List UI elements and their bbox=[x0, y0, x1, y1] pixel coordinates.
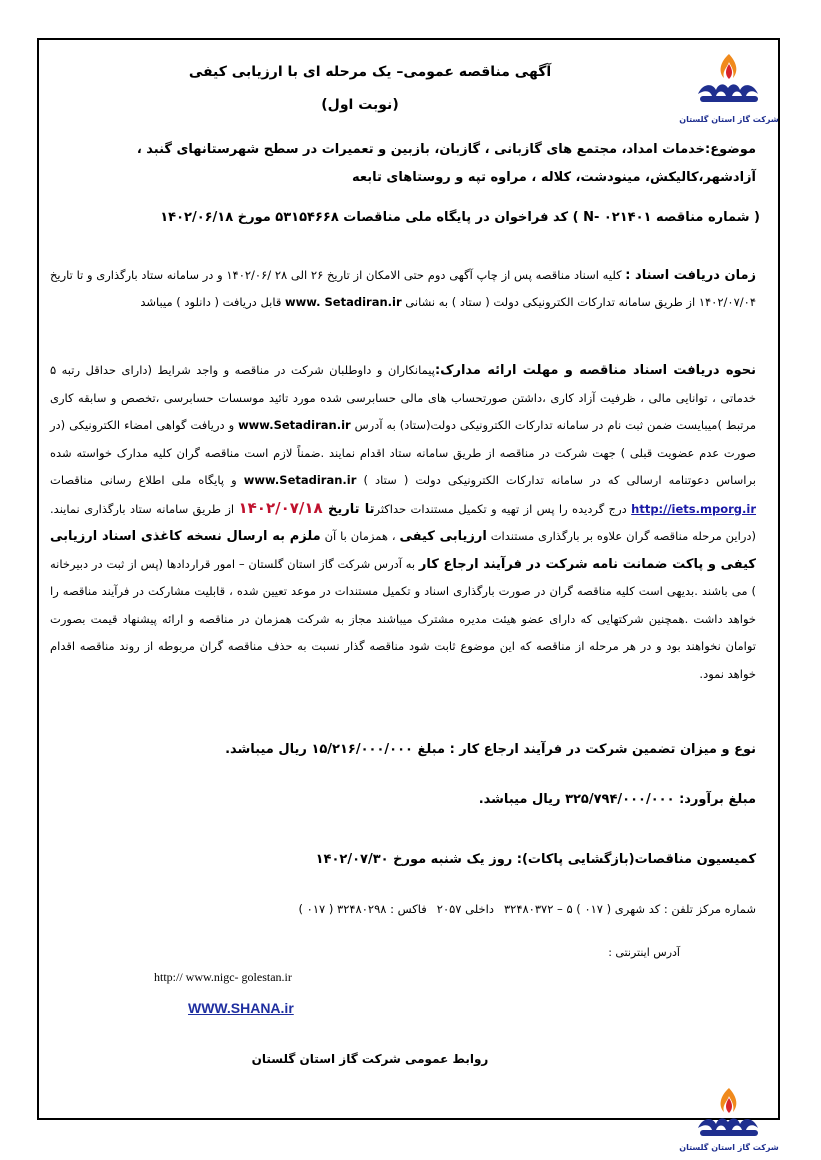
phone-center: شماره مرکز تلفن : کد شهری ( ۰۱۷ ) ۵ – ۳۲۴۸۰۳۷۲ bbox=[503, 902, 756, 916]
receive-time-text-1: کلیه اسناد مناقصه پس از چاپ آگهی دوم حتی الامکان از تاریخ ۲۶ الی ۲۸ /۱۴۰۲/۰۶ و در سامانه ستاد بارگذاری و تا تاریخ ۱۴۰۲/۰۷/۰۴ از طریق سامانه تدارکات الکترونیکی دولت ( ستاد ) به نشانی bbox=[50, 268, 756, 309]
estimate-line bbox=[50, 792, 756, 807]
howto-text-1: پیمانکاران و داوطلبان شرکت در مناقصه و واجد شرایط (دارای حداقل رتبه ۵ خدماتی ، توانایی مالی ، ظرفیت آزاد کاری ،داشتن صورتحساب های مالی حسابرسی شده مورد تائید موسسات حسابرسی ،تخصص و سابقه کاری مرتبط )میبایست ضمن ثبت نام در سامانه تدارکات الکترونیکی دولت(ستاد) به آدرس bbox=[50, 363, 756, 432]
estimate-label: مبلغ برآورد: bbox=[679, 792, 756, 807]
howto-text-2: و دریافت گواهی امضاء الکترونیکی (در صورت عدم عضویت قبلی ) جهت شرکت در مناقصه از طریق سامانه ستاد اقدام نمایند .ضمناً لازم است مناقصه گران کلیه مدارک خواسته شده براساس دعوتنامه ارسالی که در سامانه تدارکات الکترونیکی دولت ( ستاد ) bbox=[50, 418, 756, 487]
howto-bold-2: ملزم به ارسال نسخه کاغذی اسناد ارزیابی کیفی و پاکت ضمانت نامه شرکت در فرآیند ارجاع کار bbox=[50, 529, 756, 572]
phone-internal: داخلی ۲۰۵۷ bbox=[436, 902, 494, 916]
subject-label: موضوع: bbox=[705, 142, 756, 157]
iets-link[interactable]: http://iets.mporg.ir bbox=[631, 501, 757, 516]
deadline-date: ۱۴۰۲/۰۷/۱۸ bbox=[238, 498, 323, 517]
howto-label: نحوه دریافت اسناد مناقصه و مهلت ارائه مدارک: bbox=[434, 363, 756, 378]
logo-caption-bottom: شرکت گاز استان گلستان bbox=[679, 1143, 779, 1152]
gas-flame-logo-icon bbox=[692, 50, 766, 114]
commission-line: کمیسیون مناقصات(بازگشایی پاکات): روز یک شنبه مورخ ۱۴۰۲/۰۷/۳۰ bbox=[315, 852, 756, 867]
howto-bold-1: ارزیابی کیفی bbox=[399, 529, 487, 544]
guarantee-line: نوع و میزان تضمین شرکت در فرآیند ارجاع کار : مبلغ ۱۵/۲۱۶/۰۰۰/۰۰۰ ریال میباشد. bbox=[225, 742, 756, 757]
page-title: آگهی مناقصه عمومی– یک مرحله ای با ارزیابی کیفی bbox=[188, 64, 552, 80]
company-logo-bottom bbox=[679, 1086, 779, 1152]
public-relations-signature: روابط عمومی شرکت گاز استان گلستان bbox=[251, 1052, 489, 1066]
logo-caption: شرکت گاز استان گلستان bbox=[679, 115, 779, 124]
setadiran-link-1[interactable]: www. Setadiran.ir bbox=[285, 295, 402, 309]
howto-text-5: از طریق سامانه ستاد بارگذاری نمایند.(دراین مرحله مناقصه گران علاوه بر بارگذاری مستندات bbox=[50, 501, 756, 543]
gas-flame-logo-icon bbox=[692, 1086, 766, 1142]
company-logo-top bbox=[679, 50, 779, 124]
setadiran-link-3[interactable]: www.Setadiran.ir bbox=[243, 473, 357, 487]
subject-paragraph bbox=[50, 136, 756, 192]
howto-text-4: درج گردیده را پس از تهیه و تکمیل مستندات حداکثر bbox=[374, 501, 632, 516]
nigc-golestan-link[interactable]: http:// www.nigc- golestan.ir bbox=[154, 970, 292, 984]
tender-number: ( شماره مناقصه N- ۰۲۱۴۰۱ ) کد فراخوان در پایگاه ملی مناقصات ۵۳۱۵۴۶۶۸ مورخ ۱۴۰۲/۰۶/۱۸ bbox=[160, 210, 760, 225]
fax-number: فاکس : ۳۲۴۸۰۲۹۸ ( ۰۱۷ ) bbox=[298, 902, 427, 916]
contact-line bbox=[50, 902, 756, 916]
receive-time-text-2: قابل دریافت ( دانلود ) میباشد bbox=[140, 295, 286, 309]
howto-paragraph bbox=[50, 357, 756, 688]
deadline-label: تا تاریخ bbox=[322, 501, 375, 517]
howto-text-6: ، همزمان با آن bbox=[320, 529, 400, 543]
setadiran-link-2[interactable]: www.Setadiran.ir bbox=[238, 418, 351, 432]
estimate-value: ۳۲۵/۷۹۴/۰۰۰/۰۰۰ ریال میباشد. bbox=[478, 792, 680, 807]
page-subtitle: (نوبت اول) bbox=[321, 97, 399, 113]
shana-link[interactable]: WWW.SHANA.ir bbox=[188, 1000, 294, 1016]
receive-time-paragraph bbox=[50, 262, 756, 315]
howto-text-7: به آدرس شرکت گاز استان گلستان – امور قراردادها (پس از ثبت در دبیرخانه ) می باشند .بدیهی است کلیه مناقصه گران در صورت بارگذاری اسناد و تکمیل مستندات در موعد تعیین شده ، قابلیت مشارکت در فرآیند مناقصه را خواهد داشت .همچنین شرکتهایی که دارای عضو هیئت مدیره مشترک میباشند مجاز به شرکت همزمان در مناقصه و ارائه پیشنهاد قیمت بصورت توامان نخواهند بود و در هر مرحله از مناقصه که این موضوع ثابت شود مناقصه گذار نسبت به حذف مناقصه گران مربوطه از روند مناقصه اقدام خواهد نمود. bbox=[50, 556, 756, 681]
internet-address-label: آدرس اینترنتی : bbox=[608, 946, 680, 959]
subject-text: خدمات امداد، مجتمع های گازبانی ، گازبان، بازبین و تعمیرات در سطح شهرستانهای گنبد ، آزادشهر،کالیکش، مینودشت، کلاله ، مراوه تپه و روستاهای تابعه bbox=[136, 142, 756, 185]
howto-text-3: و پایگاه ملی اطلاع رسانی مناقصات bbox=[50, 473, 244, 487]
receive-time-label: زمان دریافت اسناد : bbox=[625, 268, 756, 283]
